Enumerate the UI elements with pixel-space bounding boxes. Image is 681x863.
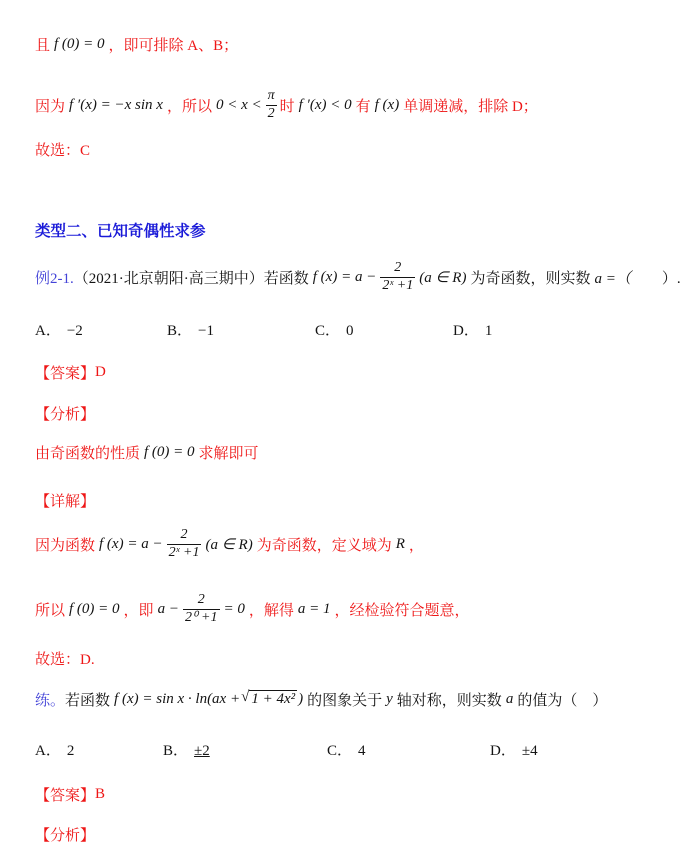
sqrt-1-plus-4x2 bbox=[241, 690, 297, 708]
option-c bbox=[327, 739, 366, 760]
option-a bbox=[35, 319, 83, 340]
text-segment: 因为函数 bbox=[35, 537, 96, 554]
solution2-answer-line bbox=[35, 647, 95, 669]
example-problem-line bbox=[35, 256, 681, 298]
formula-a-minus: a − bbox=[157, 600, 179, 617]
text-segment: 故选：C bbox=[35, 142, 91, 159]
formula-R: R bbox=[395, 535, 405, 552]
text-segment: ， bbox=[408, 537, 424, 554]
formula-fx-equals: f (x) = a − bbox=[99, 535, 163, 552]
text-segment: ，即可排除 A、B； bbox=[108, 37, 239, 54]
option-label: D． bbox=[490, 743, 516, 759]
text-segment: 求解即可 bbox=[198, 445, 259, 462]
fraction-denominator: 2⁰ +1 bbox=[184, 609, 218, 625]
formula-f0-equals-0: f (0) = 0 bbox=[144, 443, 195, 460]
formula-f0-equals-0: f (0) = 0 bbox=[54, 35, 105, 52]
fraction-numerator: 2 bbox=[197, 592, 205, 608]
text-segment: 因为 bbox=[35, 98, 66, 115]
text-segment: 时 bbox=[279, 98, 295, 115]
options-row-2 bbox=[35, 739, 615, 761]
analysis-tag: 【分析】 bbox=[35, 406, 96, 423]
formula-derivative-negative: f ′(x) < 0 bbox=[298, 96, 352, 113]
formula-derivative: f ′(x) = −x sin x bbox=[69, 96, 163, 113]
fraction-denominator: 2ˣ +1 bbox=[168, 544, 200, 560]
fraction-2-over-2-0-plus-1 bbox=[183, 592, 220, 625]
radicand: 1 + 4x² bbox=[251, 691, 296, 707]
option-value: −2 bbox=[66, 323, 83, 339]
practice-label-punctuation: 。 bbox=[50, 692, 66, 709]
formula-a-in-R: (a ∈ R) bbox=[419, 269, 467, 286]
text-segment: 的图象关于 bbox=[307, 692, 383, 709]
analysis1-tag-line bbox=[35, 402, 95, 424]
problem-source: （2021·北京朝阳·高三期中）若函数 bbox=[73, 270, 309, 287]
text-segment: ，所以 bbox=[166, 98, 212, 115]
option-label: B． bbox=[163, 743, 189, 759]
option-d bbox=[490, 739, 538, 760]
detail-tag-line bbox=[35, 489, 95, 511]
detail-line2 bbox=[35, 588, 470, 630]
options-row-1 bbox=[35, 319, 615, 341]
option-c bbox=[315, 319, 354, 340]
fraction-2-over-2x-plus-1 bbox=[167, 527, 202, 560]
answer-tag: 【答案】 bbox=[35, 365, 96, 382]
text-segment: 所以 bbox=[35, 602, 66, 619]
option-label: C． bbox=[327, 743, 353, 759]
option-d bbox=[453, 319, 492, 340]
option-label: D． bbox=[453, 323, 479, 339]
practice-label: 练 bbox=[35, 692, 51, 709]
answer-value: D bbox=[95, 363, 106, 380]
fraction-denominator: 2 bbox=[267, 105, 275, 121]
solution1-answer-line bbox=[35, 138, 90, 160]
text-segment: 有 bbox=[355, 98, 371, 115]
text-segment: ，即 bbox=[123, 602, 154, 619]
answer-blank bbox=[632, 267, 662, 288]
fraction-2-over-2x-plus-1 bbox=[380, 260, 415, 293]
formula-close-paren: ) bbox=[298, 690, 304, 707]
text-segment: ，经检验符合题意， bbox=[334, 602, 470, 619]
section-heading-text: 类型二、已知奇偶性求参 bbox=[35, 223, 206, 240]
practice-problem-line bbox=[35, 684, 607, 714]
option-value: −1 bbox=[198, 323, 214, 339]
formula-a-equals-1: a = 1 bbox=[297, 600, 331, 617]
example-label: 例2-1. bbox=[35, 270, 74, 287]
text-segment: ）. bbox=[661, 270, 681, 287]
formula-f0-equals-0: f (0) = 0 bbox=[69, 600, 120, 617]
option-a bbox=[35, 739, 74, 760]
formula-sinx-ln: f (x) = sin x · ln(ax + bbox=[114, 690, 241, 707]
option-value: 1 bbox=[484, 323, 493, 339]
formula-inequality: 0 < x < bbox=[215, 96, 262, 113]
radical-sign: √ bbox=[241, 689, 250, 705]
text-segment: ，解得 bbox=[248, 602, 294, 619]
option-value: ±4 bbox=[521, 743, 538, 759]
option-label: A． bbox=[35, 743, 61, 759]
option-value: 2 bbox=[66, 743, 75, 759]
answer1-line bbox=[35, 361, 106, 383]
solution1-line1 bbox=[35, 33, 238, 55]
option-value: 4 bbox=[358, 743, 366, 759]
fraction-numerator: 2 bbox=[180, 527, 188, 543]
text-segment: 单调递减，排除 D； bbox=[403, 98, 538, 115]
answer2-line bbox=[35, 783, 105, 805]
formula-a-equals-blank: a =（ bbox=[594, 270, 631, 287]
option-b bbox=[163, 739, 210, 760]
section-heading bbox=[35, 219, 206, 241]
fraction-denominator: 2ˣ +1 bbox=[382, 277, 414, 293]
text-segment: 的值为（ ） bbox=[517, 692, 608, 709]
fraction-numerator: π bbox=[267, 88, 275, 104]
answer-tag: 【答案】 bbox=[35, 787, 96, 804]
option-label: B． bbox=[167, 323, 193, 339]
formula-a-in-R: (a ∈ R) bbox=[205, 536, 253, 553]
formula-equals-0: = 0 bbox=[223, 600, 245, 617]
analysis2-tag-line bbox=[35, 823, 95, 845]
detail-tag: 【详解】 bbox=[35, 493, 96, 510]
option-label: C． bbox=[315, 323, 341, 339]
option-value: ±2 bbox=[194, 743, 210, 759]
formula-a: a bbox=[505, 690, 514, 707]
option-value: 0 bbox=[346, 323, 354, 339]
detail-line1 bbox=[35, 523, 424, 565]
analysis-tag: 【分析】 bbox=[35, 827, 96, 844]
text-segment: 由奇函数的性质 bbox=[35, 445, 141, 462]
text-segment: 故选：D. bbox=[35, 651, 95, 668]
text-segment: 轴对称，则实数 bbox=[396, 692, 502, 709]
text-segment: 且 bbox=[35, 37, 51, 54]
fraction-numerator: 2 bbox=[394, 260, 402, 276]
analysis1-text-line bbox=[35, 441, 259, 463]
option-label: A． bbox=[35, 323, 61, 339]
text-segment: 若函数 bbox=[65, 692, 111, 709]
fraction-pi-over-2 bbox=[266, 88, 277, 121]
formula-y: y bbox=[386, 690, 393, 707]
option-b bbox=[167, 319, 214, 340]
formula-fx: f (x) bbox=[374, 96, 400, 113]
formula-fx-equals: f (x) = a − bbox=[312, 268, 377, 285]
text-segment: 为奇函数，则实数 bbox=[470, 270, 591, 287]
text-segment: 为奇函数，定义域为 bbox=[256, 537, 392, 554]
answer-value: B bbox=[95, 785, 106, 802]
solution1-line2 bbox=[35, 84, 538, 126]
